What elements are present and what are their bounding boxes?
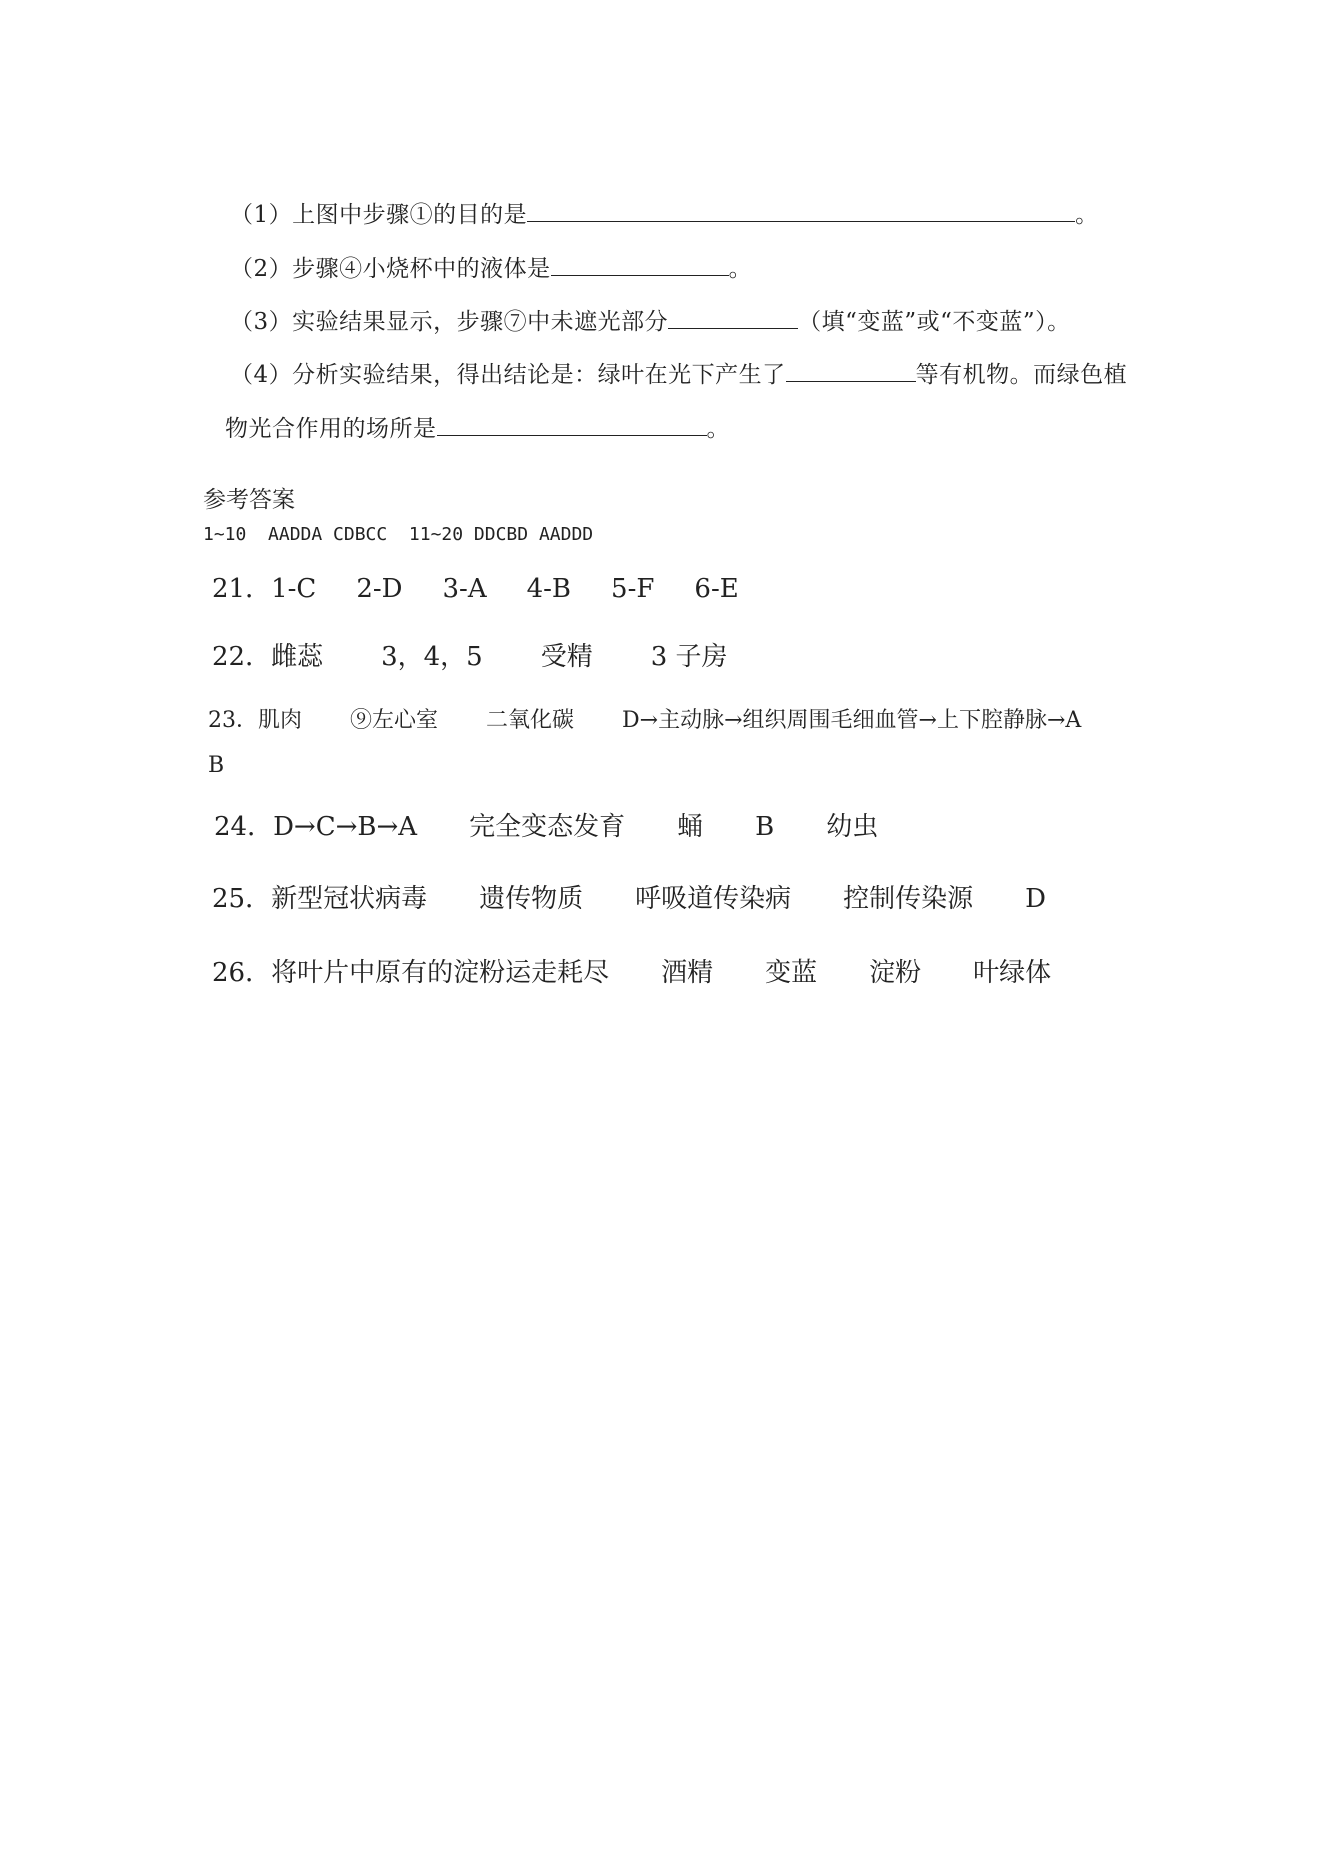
answer-blank <box>668 306 798 329</box>
answer-24-item: B <box>755 812 775 842</box>
answer-23-item: 二氧化碳 <box>486 708 575 733</box>
answer-26 <box>212 952 1051 989</box>
answer-21-item: 5-F <box>611 574 655 604</box>
answer-26-item: 淀粉 <box>869 958 922 988</box>
answer-24-item: 幼虫 <box>826 812 879 842</box>
answer-22-item: 22．雌蕊 <box>212 642 324 672</box>
answer-25-item: 呼吸道传染病 <box>635 884 792 914</box>
answer-22-item: 3 子房 <box>650 642 728 672</box>
question-4b-text: 物光合作用的场所是 <box>225 416 437 442</box>
question-1 <box>230 196 1099 229</box>
question-1-text: （1）上图中步骤①的目的是 <box>230 202 528 228</box>
answer-23-continued: B <box>208 753 225 778</box>
answer-24-item: 完全变态发育 <box>469 812 626 842</box>
answer-26-item: 变蓝 <box>765 958 818 988</box>
answer-23-item: ⑨左心室 <box>350 708 439 733</box>
answer-24 <box>214 806 878 843</box>
question-4-continued <box>225 410 730 443</box>
answer-23-item: D→主动脉→组织周围毛细血管→上下腔静脉→A <box>622 708 1082 733</box>
answer-blank <box>437 413 707 436</box>
answer-25-item: 遗传物质 <box>479 884 584 914</box>
answer-21-item: 6-E <box>694 574 739 604</box>
answer-21-item: 2-D <box>356 574 403 604</box>
question-2-text: （2）步骤④小烧杯中的液体是 <box>230 256 551 282</box>
answer-22-item: 3，4，5 <box>381 642 483 672</box>
answer-25-item: D <box>1025 884 1046 914</box>
question-4-text: （4）分析实验结果，得出结论是：绿叶在光下产生了 <box>230 362 786 388</box>
answer-24-item: 24．D→C→B→A <box>214 812 418 842</box>
answer-blank <box>527 199 1075 222</box>
question-3-end: （填“变蓝”或“不变蓝”）。 <box>798 309 1071 335</box>
answer-22 <box>212 636 728 673</box>
answer-26-item: 26．将叶片中原有的淀粉运走耗尽 <box>212 958 610 988</box>
answer-21-item: 3-A <box>442 574 487 604</box>
question-3 <box>230 303 1071 336</box>
answer-24-item: 蛹 <box>677 812 704 842</box>
answer-blank <box>786 359 916 382</box>
question-1-end: 。 <box>1075 202 1099 228</box>
answer-23-item: 23．肌肉 <box>208 708 302 733</box>
question-3-text: （3）实验结果显示，步骤⑦中未遮光部分 <box>230 309 669 335</box>
question-4 <box>230 356 1127 389</box>
answer-26-item: 叶绿体 <box>973 958 1052 988</box>
answer-blank <box>551 253 729 276</box>
answer-21-item: 4-B <box>526 574 572 604</box>
question-4b-end: 。 <box>706 416 730 442</box>
question-4-end: 等有机物。而绿色植 <box>915 362 1128 388</box>
answer-25 <box>212 878 1046 915</box>
answer-21-item: 21．1-C <box>212 574 317 604</box>
answer-25-item: 25．新型冠状病毒 <box>212 884 428 914</box>
answers-heading: 参考答案 <box>203 487 295 513</box>
answer-26-item: 酒精 <box>661 958 714 988</box>
question-2-end: 。 <box>728 256 753 282</box>
question-2 <box>230 250 752 283</box>
answer-23 <box>208 703 1081 734</box>
multiple-choice-answers: 1~10 AADDA CDBCC 11~20 DDCBD AADDD <box>203 524 594 545</box>
answer-25-item: 控制传染源 <box>843 884 974 914</box>
answer-22-item: 受精 <box>540 642 593 672</box>
answer-21 <box>212 568 739 605</box>
